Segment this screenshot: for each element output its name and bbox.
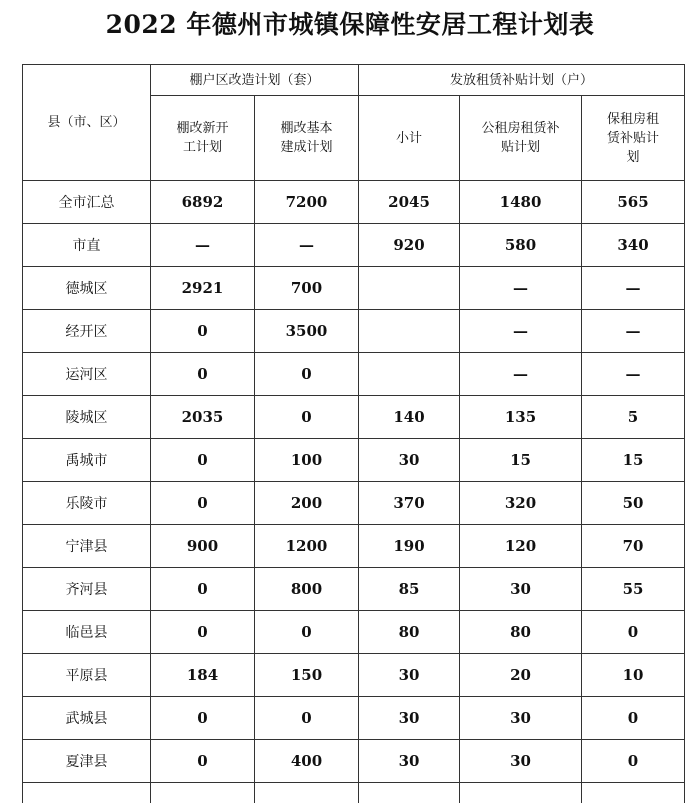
cell-guaranteed-rental: 0 bbox=[582, 740, 685, 783]
table-row-total bbox=[23, 181, 685, 224]
header-guaranteed-rental-text: 保租房租赁补贴计划 bbox=[607, 111, 660, 165]
cell-basic-done: 1200 bbox=[255, 525, 359, 568]
cell-public-rental: 15 bbox=[460, 439, 582, 482]
cell-guaranteed-rental: 0 bbox=[582, 697, 685, 740]
cell-county: 禹城市 bbox=[23, 439, 151, 482]
housing-plan-table bbox=[22, 64, 685, 803]
header-subtotal: 小计 bbox=[359, 96, 460, 181]
table-row bbox=[23, 353, 685, 396]
header-public-rental bbox=[460, 96, 582, 181]
cell-county: 市直 bbox=[23, 224, 151, 267]
cell-county: 全市汇总 bbox=[23, 181, 151, 224]
cell-county: 德城区 bbox=[23, 267, 151, 310]
cell-empty bbox=[460, 783, 582, 803]
cell-guaranteed-rental: 0 bbox=[582, 611, 685, 654]
cell-public-rental: 320 bbox=[460, 482, 582, 525]
cell-new-start: 0 bbox=[151, 697, 255, 740]
cell-public-rental: 580 bbox=[460, 224, 582, 267]
cell-guaranteed-rental: 55 bbox=[582, 568, 685, 611]
header-basic-done bbox=[255, 96, 359, 181]
cell-basic-done: 0 bbox=[255, 396, 359, 439]
header-group-rental: 发放租赁补贴计划（户） bbox=[359, 65, 685, 96]
cell-new-start: 0 bbox=[151, 611, 255, 654]
cell-guaranteed-rental: — bbox=[582, 267, 685, 310]
header-public-rental-text: 公租房租赁补贴计划 bbox=[481, 121, 560, 155]
table-row bbox=[23, 568, 685, 611]
cell-subtotal: 30 bbox=[359, 740, 460, 783]
cell-new-start: 0 bbox=[151, 353, 255, 396]
table-row bbox=[23, 525, 685, 568]
cell-county: 乐陵市 bbox=[23, 482, 151, 525]
cell-basic-done: 0 bbox=[255, 697, 359, 740]
cell-basic-done: 400 bbox=[255, 740, 359, 783]
cell-guaranteed-rental: — bbox=[582, 310, 685, 353]
cell-public-rental: — bbox=[460, 267, 582, 310]
cell-subtotal bbox=[359, 353, 460, 396]
header-county: 县（市、区） bbox=[23, 65, 151, 181]
cell-public-rental: 30 bbox=[460, 568, 582, 611]
table-row-cut-off bbox=[23, 783, 685, 803]
cell-new-start: 0 bbox=[151, 740, 255, 783]
cell-empty bbox=[255, 783, 359, 803]
cell-basic-done: 3500 bbox=[255, 310, 359, 353]
cell-county: 运河区 bbox=[23, 353, 151, 396]
cell-public-rental: 30 bbox=[460, 740, 582, 783]
header-group-shantytown: 棚户区改造计划（套） bbox=[151, 65, 359, 96]
cell-new-start: 6892 bbox=[151, 181, 255, 224]
cell-guaranteed-rental: 5 bbox=[582, 396, 685, 439]
cell-subtotal: 80 bbox=[359, 611, 460, 654]
cell-public-rental: — bbox=[460, 310, 582, 353]
cell-subtotal bbox=[359, 310, 460, 353]
cell-public-rental: 20 bbox=[460, 654, 582, 697]
cell-county: 陵城区 bbox=[23, 396, 151, 439]
cell-subtotal bbox=[359, 267, 460, 310]
cell-empty bbox=[359, 783, 460, 803]
cell-basic-done: 0 bbox=[255, 611, 359, 654]
cell-county: 经开区 bbox=[23, 310, 151, 353]
cell-public-rental: 30 bbox=[460, 697, 582, 740]
table-row bbox=[23, 396, 685, 439]
cell-subtotal: 140 bbox=[359, 396, 460, 439]
table-row bbox=[23, 310, 685, 353]
cell-county: 齐河县 bbox=[23, 568, 151, 611]
cell-new-start: 900 bbox=[151, 525, 255, 568]
cell-public-rental: 120 bbox=[460, 525, 582, 568]
cell-basic-done: 100 bbox=[255, 439, 359, 482]
cell-county: 武城县 bbox=[23, 697, 151, 740]
cell-public-rental: — bbox=[460, 353, 582, 396]
table-row bbox=[23, 482, 685, 525]
cell-public-rental: 80 bbox=[460, 611, 582, 654]
table-row bbox=[23, 697, 685, 740]
cell-new-start: 0 bbox=[151, 310, 255, 353]
cell-new-start: 184 bbox=[151, 654, 255, 697]
cell-basic-done: 200 bbox=[255, 482, 359, 525]
cell-new-start: 2921 bbox=[151, 267, 255, 310]
cell-new-start: 2035 bbox=[151, 396, 255, 439]
header-basic-done-text: 棚改基本建成计划 bbox=[280, 121, 333, 155]
cell-subtotal: 2045 bbox=[359, 181, 460, 224]
header-new-start bbox=[151, 96, 255, 181]
table-row bbox=[23, 740, 685, 783]
cell-guaranteed-rental: 15 bbox=[582, 439, 685, 482]
document-title: 2022 年德州市城镇保障性安居工程计划表 bbox=[105, 10, 595, 39]
cell-guaranteed-rental: 565 bbox=[582, 181, 685, 224]
cell-subtotal: 30 bbox=[359, 654, 460, 697]
cell-public-rental: 135 bbox=[460, 396, 582, 439]
cell-empty bbox=[151, 783, 255, 803]
cell-empty bbox=[23, 783, 151, 803]
cell-subtotal: 85 bbox=[359, 568, 460, 611]
cell-guaranteed-rental: 70 bbox=[582, 525, 685, 568]
header-new-start-text: 棚改新开工计划 bbox=[176, 121, 229, 155]
table-row bbox=[23, 267, 685, 310]
cell-basic-done: — bbox=[255, 224, 359, 267]
cell-guaranteed-rental: 50 bbox=[582, 482, 685, 525]
table-row bbox=[23, 654, 685, 697]
cell-county: 宁津县 bbox=[23, 525, 151, 568]
table-row bbox=[23, 611, 685, 654]
cell-new-start: 0 bbox=[151, 482, 255, 525]
cell-basic-done: 700 bbox=[255, 267, 359, 310]
cell-subtotal: 920 bbox=[359, 224, 460, 267]
cell-new-start: 0 bbox=[151, 568, 255, 611]
cell-subtotal: 30 bbox=[359, 439, 460, 482]
cell-guaranteed-rental: 10 bbox=[582, 654, 685, 697]
cell-public-rental: 1480 bbox=[460, 181, 582, 224]
cell-subtotal: 190 bbox=[359, 525, 460, 568]
table-row bbox=[23, 439, 685, 482]
cell-county: 平原县 bbox=[23, 654, 151, 697]
table-row bbox=[23, 224, 685, 267]
cell-basic-done: 150 bbox=[255, 654, 359, 697]
cell-basic-done: 7200 bbox=[255, 181, 359, 224]
cell-basic-done: 800 bbox=[255, 568, 359, 611]
cell-county: 临邑县 bbox=[23, 611, 151, 654]
cell-new-start: — bbox=[151, 224, 255, 267]
cell-guaranteed-rental: — bbox=[582, 353, 685, 396]
cell-subtotal: 30 bbox=[359, 697, 460, 740]
cell-county: 夏津县 bbox=[23, 740, 151, 783]
cell-basic-done: 0 bbox=[255, 353, 359, 396]
cell-empty bbox=[582, 783, 685, 803]
cell-new-start: 0 bbox=[151, 439, 255, 482]
cell-subtotal: 370 bbox=[359, 482, 460, 525]
cell-guaranteed-rental: 340 bbox=[582, 224, 685, 267]
header-guaranteed-rental bbox=[582, 96, 685, 181]
